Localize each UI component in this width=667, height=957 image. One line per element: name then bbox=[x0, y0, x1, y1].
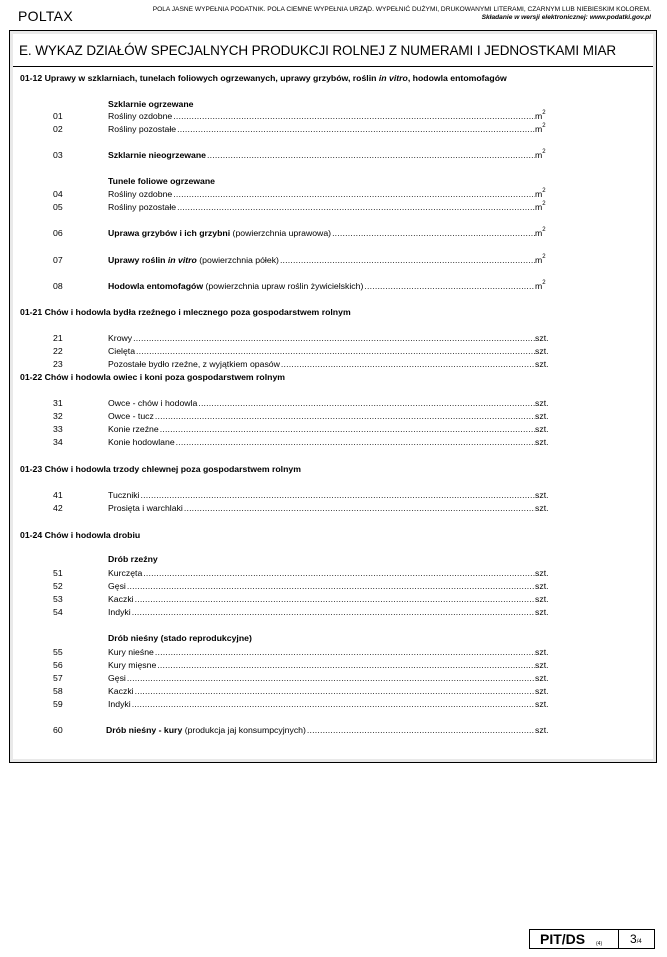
row-number: 02 bbox=[53, 124, 63, 134]
table-row[interactable] bbox=[13, 281, 553, 293]
unit-label: szt. bbox=[535, 424, 549, 434]
table-row[interactable] bbox=[13, 424, 553, 436]
unit-label: szt. bbox=[535, 725, 549, 735]
dot-leader bbox=[177, 202, 535, 212]
row-number: 33 bbox=[53, 424, 63, 434]
row-number: 31 bbox=[53, 398, 63, 408]
table-row[interactable] bbox=[13, 503, 553, 515]
unit-label: szt. bbox=[535, 686, 549, 696]
row-label: Szklarnie nieogrzewane bbox=[108, 150, 207, 160]
unit-label: szt. bbox=[535, 490, 549, 500]
unit-label: szt. bbox=[535, 411, 549, 421]
dot-leader bbox=[184, 503, 535, 513]
dot-leader bbox=[136, 346, 535, 356]
row-label: Konie rzeźne bbox=[108, 424, 159, 434]
unit-label: szt. bbox=[535, 333, 549, 343]
table-row[interactable] bbox=[13, 660, 553, 672]
row-label: Prosięta i warchlaki bbox=[108, 503, 183, 513]
form-footer bbox=[529, 929, 655, 949]
row-label: Krowy bbox=[108, 333, 133, 343]
dot-leader bbox=[307, 725, 535, 735]
row-label: Pozostałe bydło rzeźne, z wyjątkiem opasów bbox=[108, 359, 280, 369]
section-e-frame bbox=[9, 30, 657, 763]
dot-leader bbox=[160, 424, 535, 434]
row-label: Drób nieśny - kury (produkcja jaj konsumpcyjnych) bbox=[106, 725, 306, 735]
row-number: 01 bbox=[53, 111, 63, 121]
table-row[interactable] bbox=[13, 333, 553, 345]
row-number: 04 bbox=[53, 189, 63, 199]
unit-label: szt. bbox=[535, 699, 549, 709]
unit-label: szt. bbox=[535, 660, 549, 670]
brand-logo: POLTAX bbox=[18, 8, 73, 24]
dot-leader bbox=[198, 398, 535, 408]
unit-label: $m^2$ bbox=[535, 149, 546, 160]
row-number: 22 bbox=[53, 346, 63, 356]
dot-leader bbox=[155, 411, 535, 421]
row-label: Rośliny pozostałe bbox=[108, 124, 177, 134]
row-number: 21 bbox=[53, 333, 63, 343]
group-heading-text: 01-12 Uprawy w szklarniach, tunelach foliowych ogrzewanych, uprawy grzybów, roślin bbox=[20, 73, 379, 83]
table-row[interactable] bbox=[13, 699, 553, 711]
dot-leader bbox=[135, 686, 535, 696]
unit-label: szt. bbox=[535, 594, 549, 604]
row-number: 52 bbox=[53, 581, 63, 591]
instructions-note bbox=[100, 6, 651, 22]
table-row[interactable] bbox=[13, 359, 553, 371]
title-divider bbox=[13, 66, 653, 67]
row-number: 60 bbox=[53, 725, 63, 735]
unit-label: $m^2$ bbox=[535, 227, 546, 238]
row-label: Konie hodowlane bbox=[108, 437, 175, 447]
table-row[interactable] bbox=[13, 124, 553, 136]
subheading-poultry-meat: Drób rzeźny bbox=[108, 554, 158, 564]
table-row[interactable] bbox=[13, 437, 553, 449]
table-row[interactable] bbox=[13, 725, 553, 737]
dot-leader bbox=[143, 568, 535, 578]
group-heading-01-21: 01-21 Chów i hodowla bydła rzeźnego i mlecznego poza gospodarstwem rolnym bbox=[20, 307, 351, 317]
section-title: E. WYKAZ DZIAŁÓW SPECJALNYCH PRODUKCJI ROLNEJ Z NUMERAMI I JEDNOSTKAMI MIAR bbox=[19, 43, 617, 58]
dot-leader bbox=[173, 189, 535, 199]
unit-label: $m^2$ bbox=[535, 123, 546, 134]
table-row[interactable] bbox=[13, 189, 553, 201]
row-number: 51 bbox=[53, 568, 63, 578]
unit-label: szt. bbox=[535, 581, 549, 591]
unit-label: szt. bbox=[535, 398, 549, 408]
table-row[interactable] bbox=[13, 255, 553, 267]
page-number: 3/4 bbox=[630, 932, 642, 946]
row-number: 23 bbox=[53, 359, 63, 369]
table-row[interactable] bbox=[13, 647, 553, 659]
unit-label: szt. bbox=[535, 568, 549, 578]
dot-leader bbox=[127, 673, 535, 683]
section-e-content bbox=[13, 34, 653, 759]
unit-label: szt. bbox=[535, 647, 549, 657]
row-number: 34 bbox=[53, 437, 63, 447]
group-heading-01-22: 01-22 Chów i hodowla owiec i koni poza gospodarstwem rolnym bbox=[20, 372, 286, 382]
group-heading-01-24: 01-24 Chów i hodowla drobiu bbox=[20, 530, 141, 540]
row-number: 53 bbox=[53, 594, 63, 604]
table-row[interactable] bbox=[13, 150, 553, 162]
unit-label: szt. bbox=[535, 346, 549, 356]
table-row[interactable] bbox=[13, 398, 553, 410]
row-label: Kury mięsne bbox=[108, 660, 157, 670]
row-label: Kaczki bbox=[108, 594, 134, 604]
table-row[interactable] bbox=[13, 607, 553, 619]
unit-label: $m^2$ bbox=[535, 188, 546, 199]
unit-label: szt. bbox=[535, 503, 549, 513]
dot-leader bbox=[177, 124, 535, 134]
row-label: Kurczęta bbox=[108, 568, 143, 578]
table-row[interactable] bbox=[13, 594, 553, 606]
unit-label: $m^2$ bbox=[535, 254, 546, 265]
dot-leader bbox=[155, 647, 535, 657]
unit-label: $m^2$ bbox=[535, 110, 546, 121]
row-number: 41 bbox=[53, 490, 63, 500]
unit-label: szt. bbox=[535, 359, 549, 369]
unit-label: szt. bbox=[535, 437, 549, 447]
dot-leader bbox=[133, 333, 535, 343]
group-heading-italic: in vitro bbox=[378, 73, 408, 83]
row-label: Uprawa grzybów i ich grzybni (powierzchnia uprawowa) bbox=[108, 228, 332, 238]
row-label: Cielęta bbox=[108, 346, 136, 356]
dot-leader bbox=[176, 437, 535, 447]
row-label: Hodowla entomofagów (powierzchnia upraw roślin żywicielskich) bbox=[108, 281, 364, 291]
dot-leader bbox=[157, 660, 535, 670]
table-row[interactable] bbox=[13, 346, 553, 358]
table-row[interactable] bbox=[13, 228, 553, 240]
row-label: Uprawy roślin in vitro (powierzchnia półek) bbox=[108, 255, 279, 265]
table-row[interactable] bbox=[13, 411, 553, 423]
dot-leader bbox=[332, 228, 535, 238]
row-label: Indyki bbox=[108, 699, 131, 709]
row-label: Gęsi bbox=[108, 673, 126, 683]
row-number: 58 bbox=[53, 686, 63, 696]
dot-leader bbox=[127, 581, 535, 591]
row-label: Rośliny ozdobne bbox=[108, 111, 173, 121]
subheading-poultry-laying: Drób nieśny (stado reprodukcyjne) bbox=[108, 633, 252, 643]
row-label: Rośliny pozostałe bbox=[108, 202, 177, 212]
row-number: 54 bbox=[53, 607, 63, 617]
dot-leader bbox=[280, 255, 535, 265]
subheading-tunnels: Tunele foliowe ogrzewane bbox=[108, 176, 215, 186]
row-label: Rośliny ozdobne bbox=[108, 189, 173, 199]
dot-leader bbox=[281, 359, 535, 369]
table-row[interactable] bbox=[13, 581, 553, 593]
row-label: Tuczniki bbox=[108, 490, 140, 500]
row-number: 07 bbox=[53, 255, 63, 265]
row-label: Owce - tucz bbox=[108, 411, 154, 421]
row-number: 55 bbox=[53, 647, 63, 657]
row-label: Indyki bbox=[108, 607, 131, 617]
table-row[interactable] bbox=[13, 673, 553, 685]
row-number: 42 bbox=[53, 503, 63, 513]
row-label: Owce - chów i hodowla bbox=[108, 398, 198, 408]
row-number: 08 bbox=[53, 281, 63, 291]
row-number: 06 bbox=[53, 228, 63, 238]
footer-divider bbox=[618, 930, 619, 948]
dot-leader bbox=[173, 111, 535, 121]
form-version: (4) bbox=[596, 941, 603, 947]
electronic-filing-note: Składanie w wersji elektronicznej: www.podatki.gov.pl bbox=[481, 14, 651, 21]
group-heading-01-12 bbox=[20, 73, 507, 83]
dot-leader bbox=[132, 607, 535, 617]
unit-label: $m^2$ bbox=[535, 280, 546, 291]
unit-label: szt. bbox=[535, 607, 549, 617]
row-number: 57 bbox=[53, 673, 63, 683]
row-number: 56 bbox=[53, 660, 63, 670]
unit-label: szt. bbox=[535, 673, 549, 683]
dot-leader bbox=[141, 490, 535, 500]
unit-label: $m^2$ bbox=[535, 201, 546, 212]
table-row[interactable] bbox=[13, 686, 553, 698]
group-heading-text: , hodowla entomofagów bbox=[407, 73, 507, 83]
row-label: Gęsi bbox=[108, 581, 126, 591]
table-row[interactable] bbox=[13, 111, 553, 123]
row-number: 59 bbox=[53, 699, 63, 709]
instructions-line: POLA JASNE WYPEŁNIA PODATNIK. POLA CIEMNE WYPEŁNIA URZĄD. WYPEŁNIĆ DUŻYMI, DRUKOWANYMI LITERAMI, CZARNYM LUB NIEBIESKIM KOLOREM. bbox=[152, 6, 651, 13]
dot-leader bbox=[132, 699, 535, 709]
form-code: PIT/DS bbox=[540, 931, 586, 947]
row-number: 05 bbox=[53, 202, 63, 212]
group-heading-01-23: 01-23 Chów i hodowla trzody chlewnej poza gospodarstwem rolnym bbox=[20, 464, 301, 474]
subheading-greenhouses: Szklarnie ogrzewane bbox=[108, 99, 194, 109]
dot-leader bbox=[207, 150, 535, 160]
table-row[interactable] bbox=[13, 568, 553, 580]
dot-leader bbox=[135, 594, 535, 604]
row-label: Kaczki bbox=[108, 686, 134, 696]
row-number: 32 bbox=[53, 411, 63, 421]
row-number: 03 bbox=[53, 150, 63, 160]
table-row[interactable] bbox=[13, 202, 553, 214]
dot-leader bbox=[364, 281, 535, 291]
table-row[interactable] bbox=[13, 490, 553, 502]
row-label: Kury nieśne bbox=[108, 647, 154, 657]
